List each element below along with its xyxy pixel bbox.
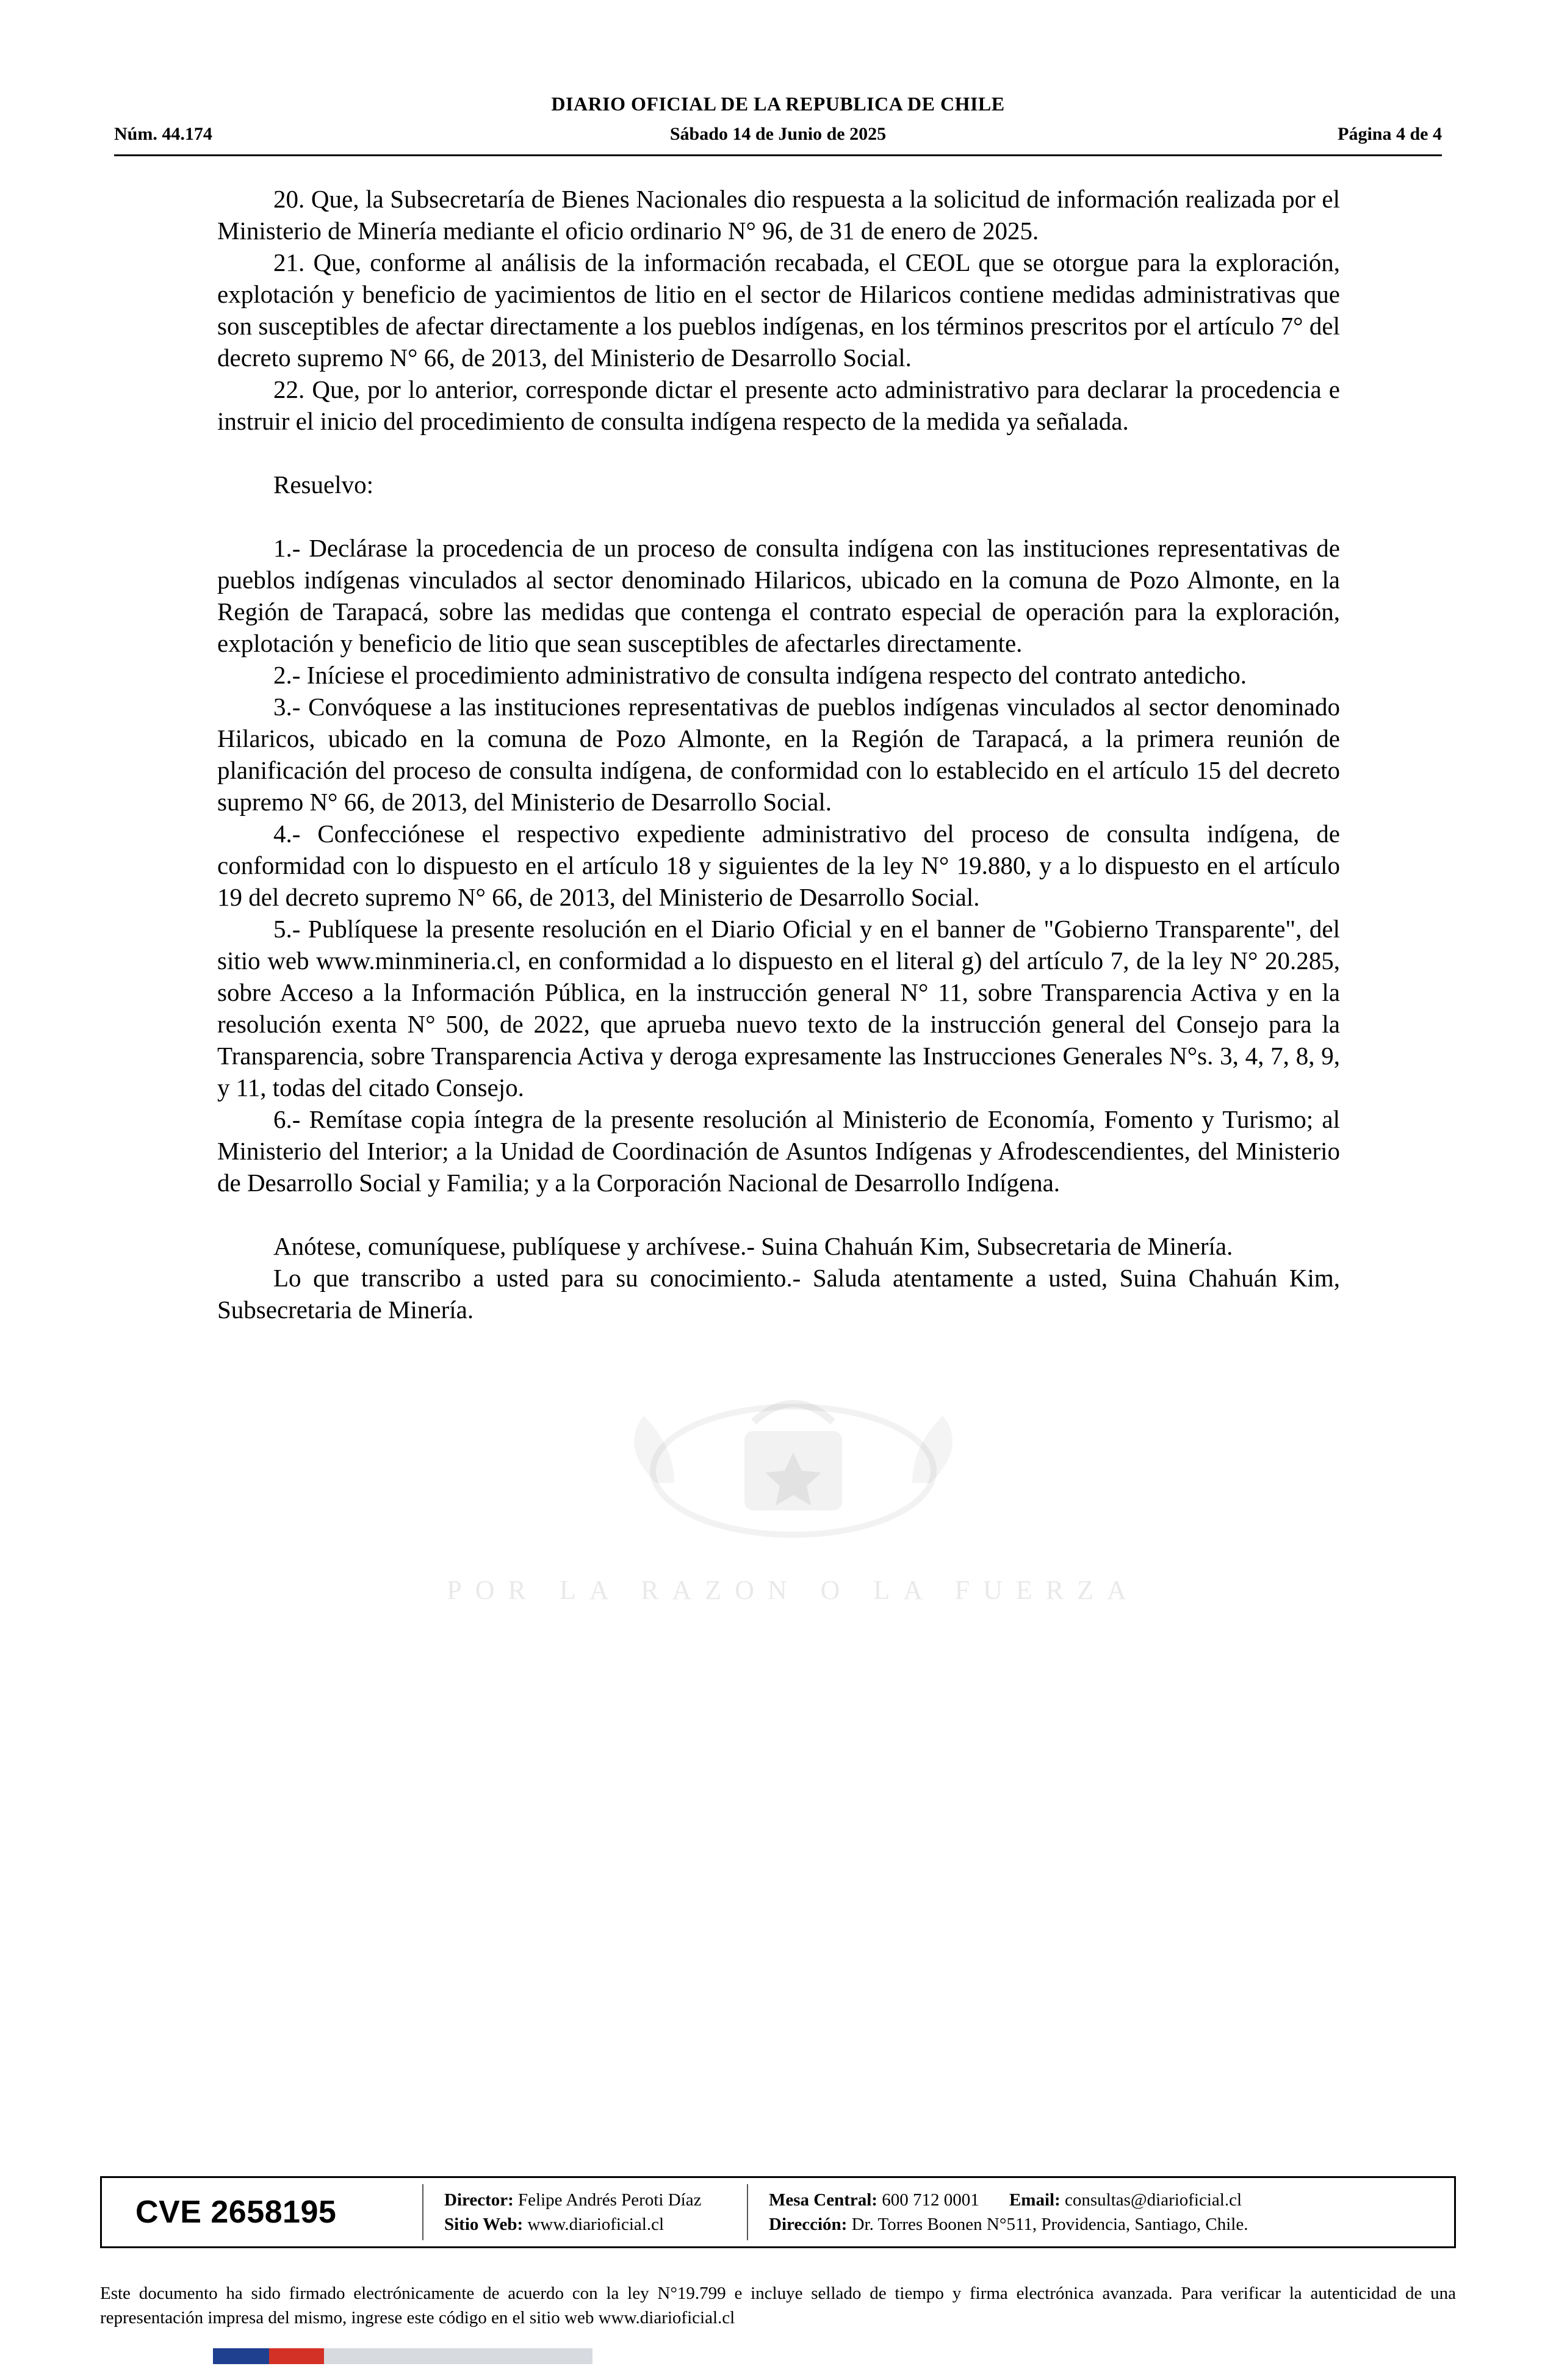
header-meta-row — [114, 124, 1442, 145]
paragraph: 21. Que, conforme al análisis de la información recabada, el CEOL que se otorgue para la exploración, explotación y beneficio de yacimientos de litio en el sector de Hilaricos contiene medidas administrativas que son susceptibles de afectar directamente a los pueblos indígenas, en los términos prescritos por el artículo 7° del decreto supremo N° 66, de 2013, del Ministerio de Desarrollo Social. — [217, 248, 1340, 372]
flag-red-segment — [269, 2348, 324, 2364]
address-line — [769, 2212, 1248, 2237]
document-body — [217, 183, 1340, 1325]
paragraph: Anótese, comuníquese, publíquese y archívese.- Suina Chahuán Kim, Subsecretaria de Minería. — [273, 1232, 1233, 1260]
flag-blue-segment — [213, 2348, 269, 2364]
address-value: Dr. Torres Boonen N°511, Providencia, Santiago, Chile. — [851, 2215, 1248, 2234]
director-label: Director: — [444, 2190, 514, 2210]
mesa-central-value: 600 712 0001 — [882, 2190, 979, 2210]
cve-number: CVE 2658195 — [135, 2194, 337, 2230]
website-label: Sitio Web: — [444, 2215, 524, 2234]
legal-notice: Este documento ha sido firmado electrónicamente de acuerdo con la ley N°19.799 e incluye sellado de tiempo y firma electrónica avanzada. Para verificar la autenticidad de una representación impresa del mismo, ingrese este código en el sitio web www.diarioficial.cl — [100, 2284, 1456, 2328]
director-value: Felipe Andrés Peroti Díaz — [518, 2190, 702, 2210]
paragraph: 5.- Publíquese la presente resolución en el Diario Oficial y en el banner de "Gobierno Transparente", del sitio web www.minmineria.cl, en conformidad a lo dispuesto en el literal g) del artículo 7, de la ley N° 20.285, sobre Acceso a la Información Pública, en la instrucción general N° 11, sobre Transparencia Activa y en la resolución exenta N° 500, de 2022, que aprueba nuevo texto de la instrucción general del Consejo para la Transparencia, sobre Transparencia Activa y deroga expresamente las Instrucciones Generales N°s. 3, 4, 7, 8, 9, y 11, todas del citado Consejo. — [217, 915, 1340, 1102]
mesa-central-label: Mesa Central: — [769, 2190, 877, 2210]
emblem-motto: POR LA RAZON O LA FUERZA — [447, 1575, 1140, 1605]
address-label: Dirección: — [769, 2215, 848, 2234]
paragraph: 2.- Iníciese el procedimiento administrativo de consulta indígena respecto del contrato antedicho. — [273, 661, 1247, 689]
paragraph: 3.- Convóquese a las instituciones representativas de pueblos indígenas vinculados al sector denominado Hilaricos, ubicado en la comuna de Pozo Almonte, en la Región de Tarapacá, a la primera reunión de planificación del proceso de consulta indígena, de conformidad con lo establecido en el artículo 15 del decreto supremo N° 66, de 2013, del Ministerio de Desarrollo Social. — [217, 693, 1340, 816]
page-indicator: Página 4 de 4 — [1338, 124, 1442, 144]
footer-director-column — [423, 2188, 747, 2237]
paragraph: Lo que transcribo a usted para su conocimiento.- Saluda atentamente a usted, Suina Chahuán Kim, Subsecretaria de Minería. — [217, 1264, 1340, 1324]
website-line — [444, 2212, 726, 2237]
issue-number: Núm. 44.174 — [114, 124, 212, 144]
flag-gray-segment — [324, 2348, 593, 2364]
paragraph: 22. Que, por lo anterior, corresponde dictar el presente acto administrativo para declarar la procedencia e instruir el inicio del procedimiento de consulta indígena respecto de la medida ya señalada. — [217, 375, 1340, 435]
paragraph: 4.- Confecciónese el respectivo expediente administrativo del proceso de consulta indígena, de conformidad con lo dispuesto en el artículo 18 y siguientes de la ley N° 19.880, y a lo dispuesto en el artículo 19 del decreto supremo N° 66, de 2013, del Ministerio de Desarrollo Social. — [217, 820, 1340, 911]
footer-info-box — [100, 2176, 1456, 2248]
signature-stamp-bar — [213, 2348, 593, 2364]
emblem-shapes — [634, 1404, 953, 1535]
page-header — [114, 93, 1442, 156]
email-label: Email: — [1009, 2190, 1061, 2210]
header-divider — [114, 154, 1442, 156]
director-line — [444, 2188, 726, 2212]
footer-contact-column — [748, 2188, 1269, 2237]
paragraph: 20. Que, la Subsecretaría de Bienes Nacionales dio respuesta a la solicitud de información realizada por el Ministerio de Minería mediante el oficio ordinario N° 96, de 31 de enero de 2025. — [217, 185, 1340, 245]
paragraph: Resuelvo: — [273, 471, 373, 499]
website-value: www.diarioficial.cl — [527, 2215, 665, 2234]
email-value: consultas@diarioficial.cl — [1065, 2190, 1242, 2210]
paragraph: 1.- Declárase la procedencia de un proceso de consulta indígena con las instituciones representativas de pueblos indígenas vinculados al sector denominado Hilaricos, ubicado en la comuna de Pozo Almonte, en la Región de Tarapacá, sobre las medidas que contenga el contrato especial de operación para la exploración, explotación y beneficio de litio que sean susceptibles de afectarles directamente. — [217, 534, 1340, 657]
phone-email-line — [769, 2188, 1248, 2212]
paragraph: 6.- Remítase copia íntegra de la presente resolución al Ministerio de Economía, Fomento y Turismo; al Ministerio del Interior; a la Unidad de Coordinación de Asuntos Indígenas y Afrodescendientes, del Ministerio de Desarrollo Social y Familia; y a la Corporación Nacional de Desarrollo Indígena. — [217, 1105, 1340, 1197]
issue-date: Sábado 14 de Junio de 2025 — [669, 124, 887, 144]
gazette-title: DIARIO OFICIAL DE LA REPUBLICA DE CHILE — [551, 93, 1005, 115]
coat-of-arms-watermark — [412, 1379, 1175, 1660]
